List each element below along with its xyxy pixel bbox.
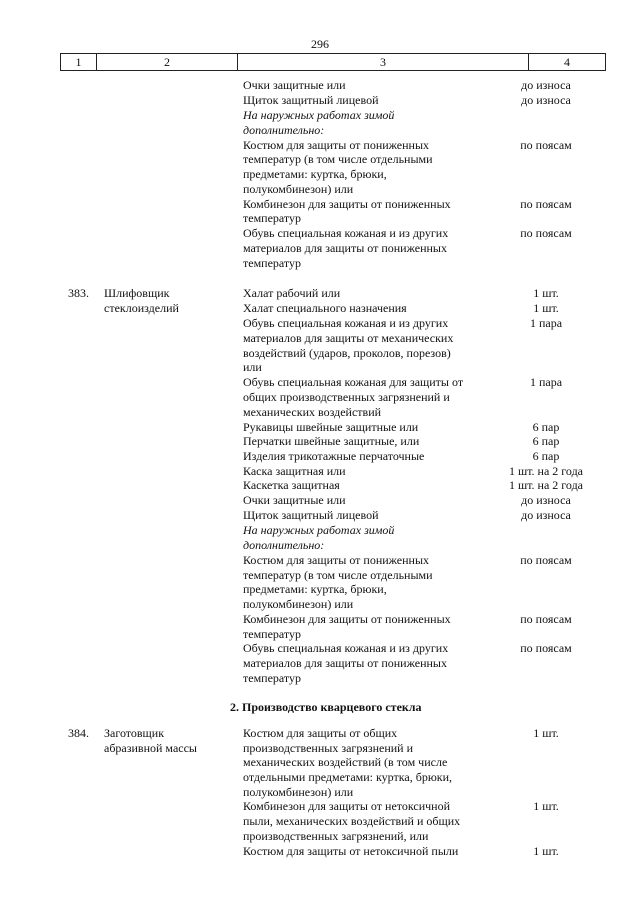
item-name: Комбинезон для защиты от нетоксичной [243,799,451,813]
item-name: Рукавицы швейные защитные или [243,420,419,434]
item-name: Костюм для защиты от общих [243,726,398,740]
profession-name: стеклоизделий [104,301,179,315]
item-norm: 1 шт. на 2 года [508,464,584,478]
item-name: температур (в том числе отдельными [243,568,433,582]
item-name: механических воздействий [243,405,382,419]
item-name: пыли, механических воздействий и общих [243,814,461,828]
profession-name: Заготовщик [104,726,165,740]
item-name: температур (в том числе отдельными [243,152,433,166]
item-name: Каскетка защитная [243,478,340,492]
item-norm: 1 пара [529,316,563,330]
item-name: Костюм для защиты от пониженных [243,553,430,567]
item-name: общих производственных загрязнений и [243,390,450,404]
item-name: Комбинезон для защиты от пониженных [243,612,451,626]
item-name: температур [243,211,302,225]
item-name: механических воздействий (в том числе [243,755,448,769]
item-name: Костюм для защиты от нетоксичной пыли [243,844,459,858]
item-name: материалов для защиты от механических [243,331,454,345]
winter-note: На наружных работах зимой [243,523,395,537]
winter-note: На наружных работах зимой [243,108,395,122]
item-norm: 1 пара [529,375,563,389]
column-header-2: 2 [97,54,238,70]
item-norm: до износа [521,508,571,522]
item-norm: 1 шт. [533,286,559,300]
item-name: предметами: куртка, брюки, [243,167,387,181]
item-name: производственных загрязнений и [243,741,414,755]
item-name: Халат рабочий или [243,286,341,300]
column-header-4: 4 [564,55,570,69]
item-name: Обувь специальная кожаная для защиты от [243,375,464,389]
item-name: температур [243,627,302,641]
item-norm: 6 пар [532,449,560,463]
column-header-row [60,53,606,71]
item-norm: 1 шт. на 2 года [508,478,584,492]
item-name: Перчатки швейные защитные, или [243,434,420,448]
entry-number: 384. [68,726,89,740]
item-name: Обувь специальная кожаная и из других [243,316,449,330]
item-norm: 6 пар [532,434,560,448]
item-norm: 6 пар [532,420,560,434]
column-header-3: 3 [238,54,529,70]
profession-name: Шлифовщик [104,286,170,300]
item-name: предметами: куртка, брюки, [243,582,387,596]
item-name: полукомбинезон) или [243,597,354,611]
item-name: Очки защитные или [243,78,346,92]
item-name: материалов для защиты от пониженных [243,656,447,670]
item-name: Каска защитная или [243,464,346,478]
item-name: Обувь специальная кожаная и из других [243,226,449,240]
entry-number: 383. [68,286,89,300]
item-norm: до износа [521,93,571,107]
item-norm: 1 шт. [533,726,559,740]
item-norm: по поясам [520,612,572,626]
item-name: Очки защитные или [243,493,346,507]
item-norm: до износа [521,78,571,92]
winter-note: дополнительно: [243,123,325,137]
item-norm: по поясам [520,226,572,240]
profession-name: абразивной массы [104,741,197,755]
item-name: Обувь специальная кожаная и из других [243,641,449,655]
item-name: отдельными предметами: куртка, брюки, [243,770,453,784]
item-norm: 1 шт. [533,301,559,315]
section-heading: 2. Производство кварцевого стекла [230,700,422,714]
item-norm: до износа [521,493,571,507]
item-name: материалов для защиты от пониженных [243,241,447,255]
item-norm: по поясам [520,641,572,655]
item-name: температур [243,671,302,685]
item-name: Комбинезон для защиты от пониженных [243,197,451,211]
item-name: полукомбинезон) или [243,785,354,799]
item-name: Костюм для защиты от пониженных [243,138,430,152]
column-header-1: 1 [61,54,97,70]
winter-note: дополнительно: [243,538,325,552]
item-name: производственных загрязнений, или [243,829,429,843]
item-norm: по поясам [520,553,572,567]
item-name: Халат специального назначения [243,301,407,315]
item-name: температур [243,256,302,270]
item-norm: 1 шт. [533,844,559,858]
item-norm: по поясам [520,197,572,211]
item-name: Щиток защитный лицевой [243,93,379,107]
item-name: воздействий (ударов, проколов, порезов) [243,346,451,360]
page-number: 296 [311,37,329,51]
item-name: полукомбинезон) или [243,182,354,196]
item-name: Изделия трикотажные перчаточные [243,449,425,463]
item-norm: по поясам [520,138,572,152]
item-name: Щиток защитный лицевой [243,508,379,522]
item-name: или [243,360,262,374]
item-norm: 1 шт. [533,799,559,813]
